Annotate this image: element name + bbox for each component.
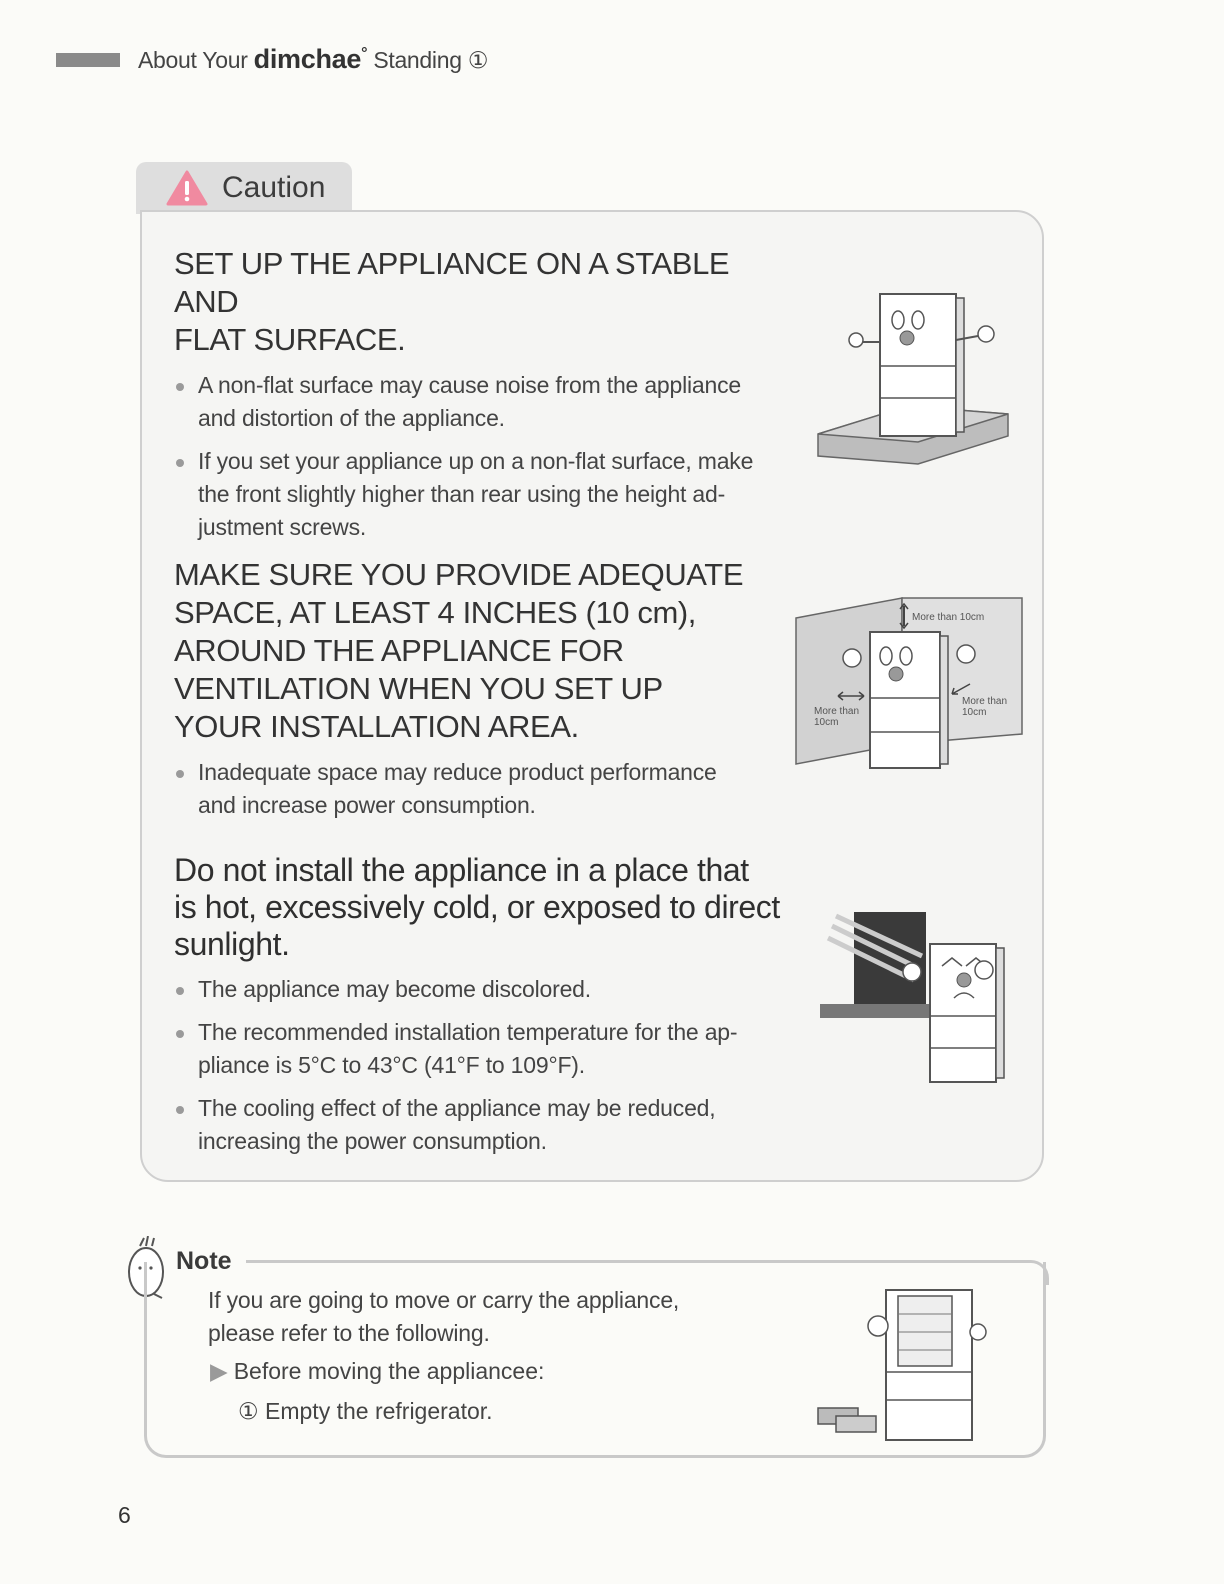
header-title xyxy=(138,44,488,75)
fridge-sunlight-illustration xyxy=(818,908,1024,1088)
clearance-label-right: More than xyxy=(962,696,1008,707)
fridge-clearance-illustration xyxy=(792,594,1026,774)
note-label: Note xyxy=(176,1247,232,1275)
bullet-item: The appliance may become discolored. xyxy=(174,973,804,1006)
header-bar xyxy=(56,53,120,67)
section-heading: Do not install the appliance in a place that is hot, excessively cold, or exposed to direct sunlight. xyxy=(174,852,780,962)
bullet-item: If you set your appliance up on a non-flat surface, make the front slightly higher than rear using the height ad- justment screws. xyxy=(174,445,794,544)
bullet-item: The recommended installation temperature for the ap- pliance is 5°C to 43°C (41°F to 109°F). xyxy=(174,1016,804,1082)
triangle-bullet-icon: ▶ xyxy=(210,1358,228,1384)
note-step: ▶ Before moving the appliancee: xyxy=(210,1358,545,1384)
page-header xyxy=(56,44,488,75)
header-prefix: About Your xyxy=(138,47,248,73)
clearance-label-top: More than 10cm xyxy=(912,612,985,623)
section-location-temperature xyxy=(174,852,804,1158)
clearance-label-right-unit: 10cm xyxy=(962,707,987,718)
header-suffix: Standing xyxy=(373,47,462,73)
section-heading: MAKE SURE YOU PROVIDE ADEQUATE SPACE, AT LEAST 4 INCHES (10 cm), AROUND THE APPLIANCE FOR VENTILATION WHEN YOU SET UP YOUR INSTALLATION AREA. xyxy=(174,557,744,744)
fridge-moving-illustration xyxy=(814,1284,996,1444)
note-divider xyxy=(246,1260,1026,1263)
section-stable-surface xyxy=(174,245,794,544)
bullet-list xyxy=(174,973,804,1158)
clearance-label-left: More than xyxy=(814,706,860,717)
brand-name: dimchae° xyxy=(253,44,368,74)
clearance-label-left-unit: 10cm xyxy=(814,717,839,728)
note-substep: ① Empty the refrigerator. xyxy=(238,1398,493,1424)
fridge-on-platform-illustration xyxy=(812,286,1018,476)
header-step: ① xyxy=(467,47,489,73)
bullet-list xyxy=(174,369,794,544)
caution-tab xyxy=(136,162,352,214)
bullet-item: The cooling effect of the appliance may be reduced, increasing the power consumption. xyxy=(174,1092,804,1158)
page-number: 6 xyxy=(118,1502,131,1528)
section-heading: SET UP THE APPLIANCE ON A STABLE AND FLAT SURFACE. xyxy=(174,246,730,357)
warning-triangle-icon xyxy=(166,170,208,206)
caution-label: Caution xyxy=(222,171,326,204)
bullet-list xyxy=(174,756,774,822)
note-text: If you are going to move or carry the appliance, please refer to the following. xyxy=(208,1287,680,1346)
section-ventilation-space xyxy=(174,556,774,822)
bullet-item: A non-flat surface may cause noise from the appliance and distortion of the appliance. xyxy=(174,369,794,435)
bullet-item: Inadequate space may reduce product performance and increase power consumption. xyxy=(174,756,774,822)
